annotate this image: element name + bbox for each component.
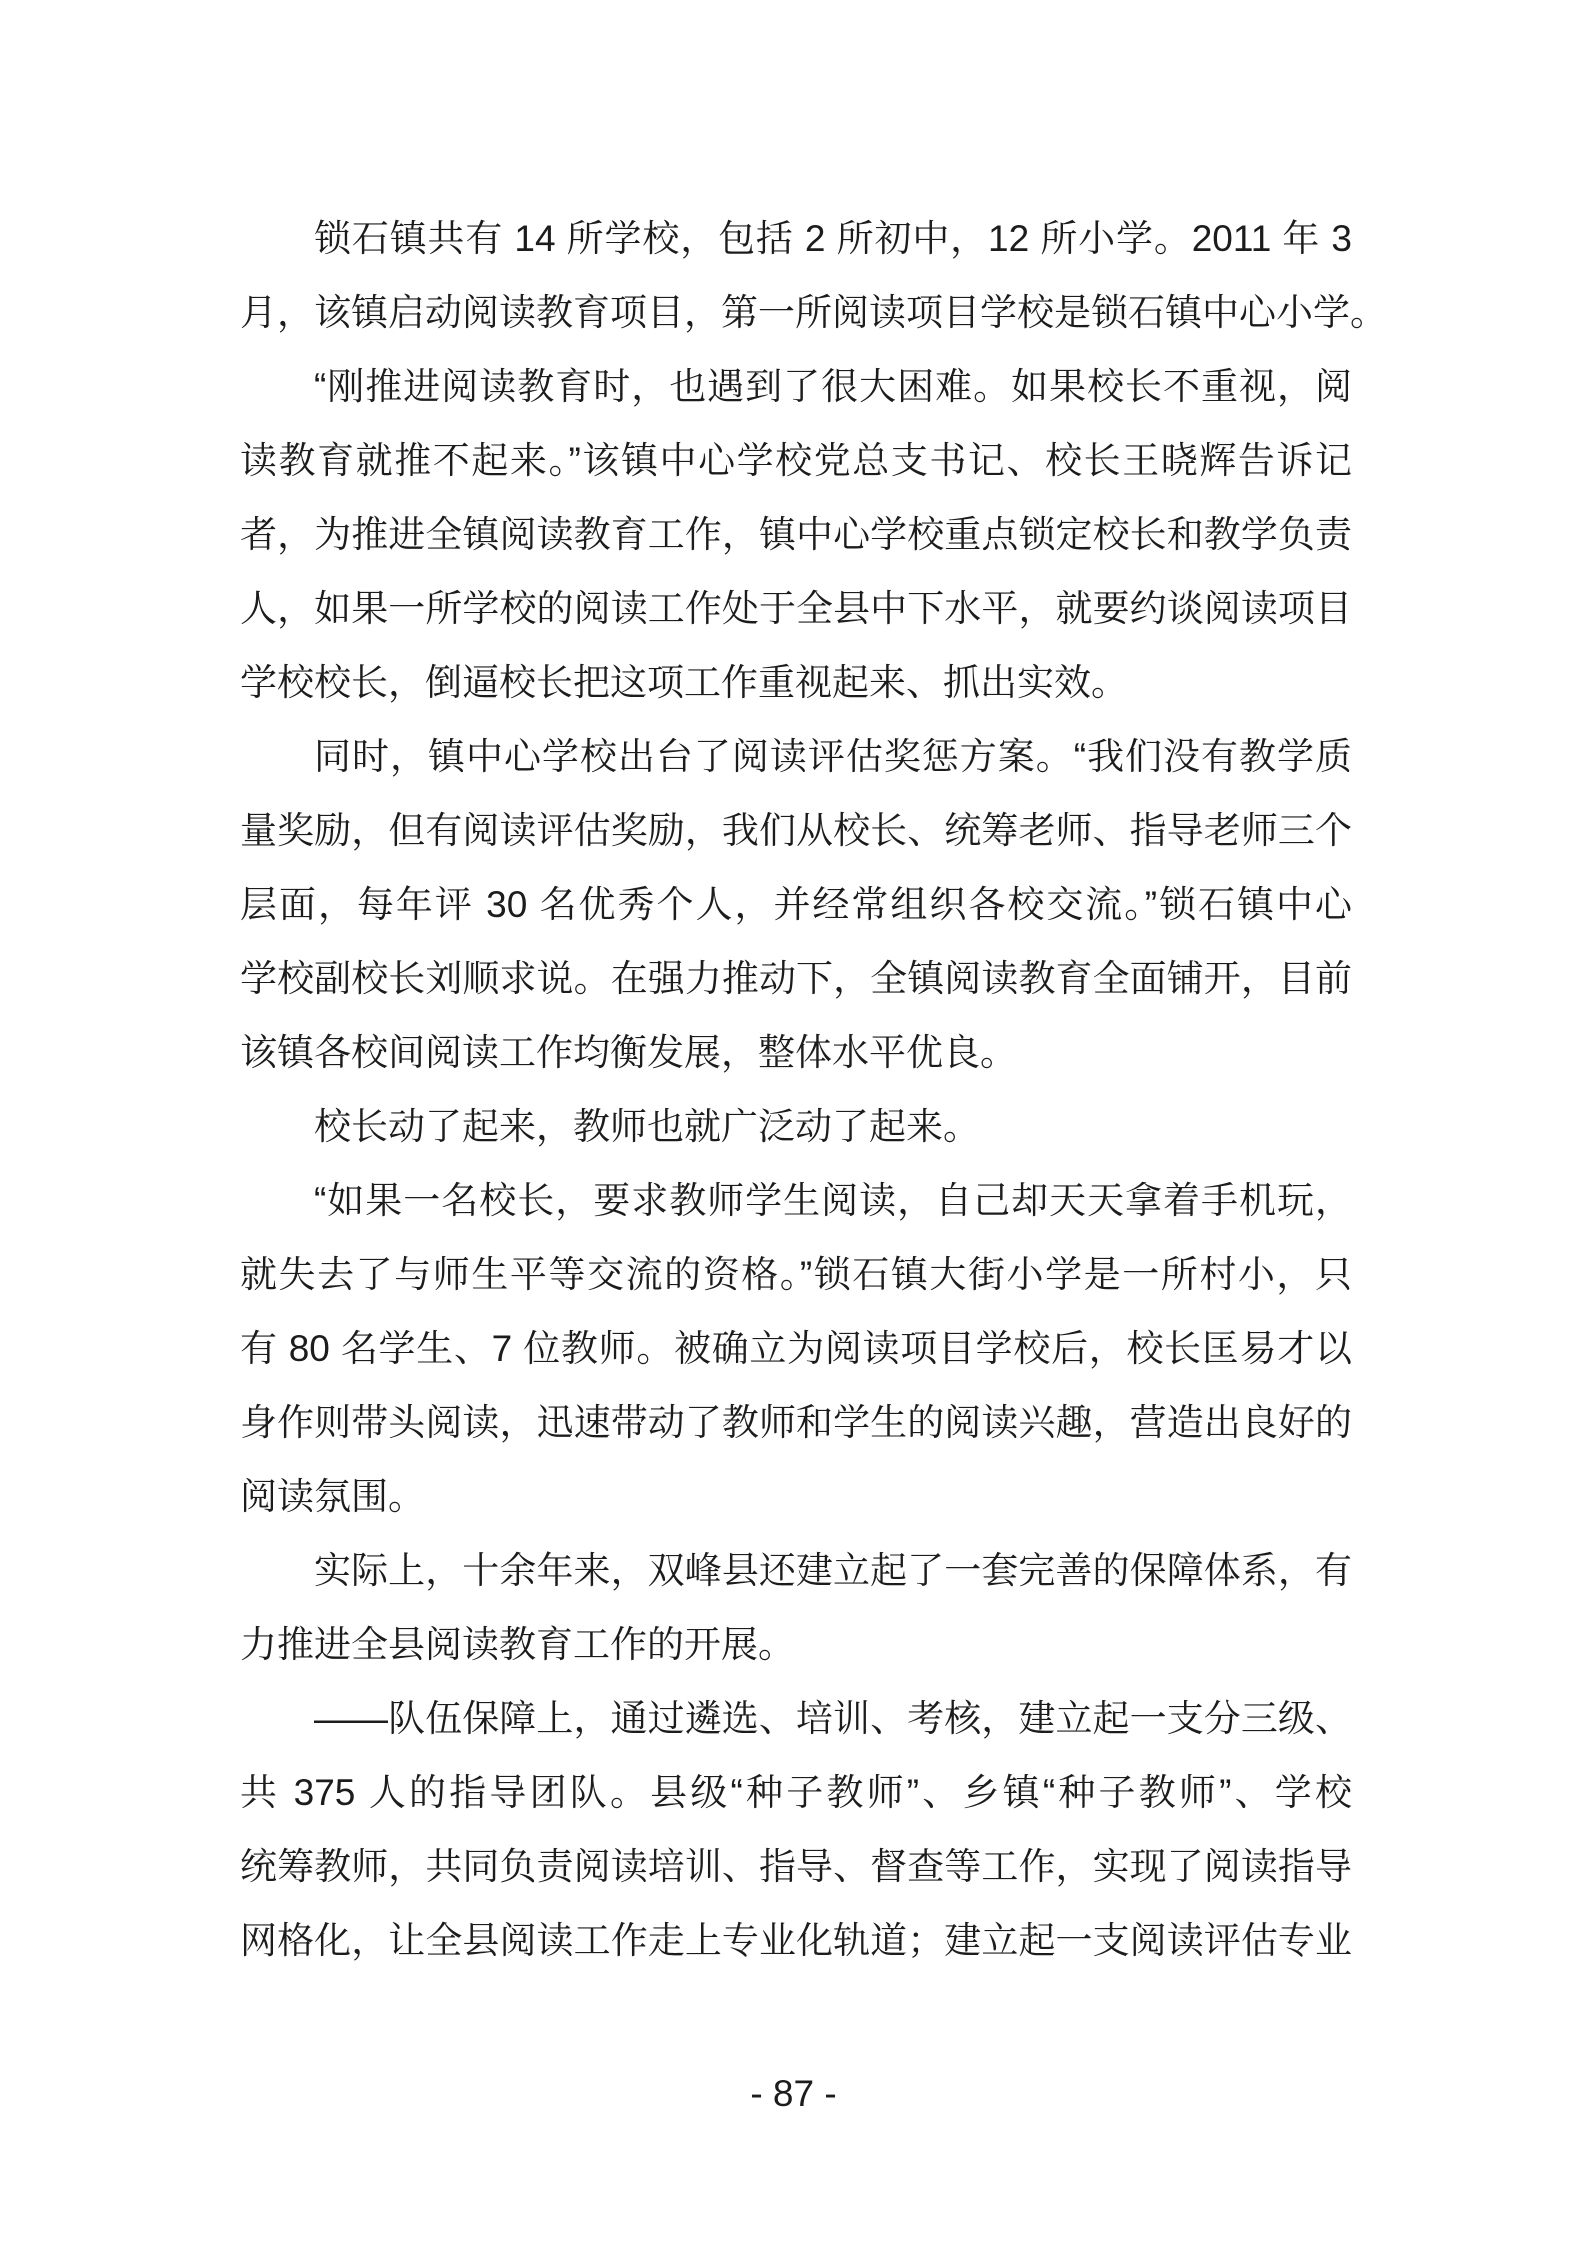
text-line: 学校校长，倒逼校长把这项工作重视起来、抓出实效。 bbox=[240, 662, 1128, 703]
document-body bbox=[240, 202, 1387, 1978]
text-line: 读教育就推不起来。”该镇中心学校党总支书记、校长王晓辉告诉记 bbox=[240, 440, 1352, 481]
page-number: - 87 - bbox=[750, 2073, 837, 2114]
paragraph bbox=[240, 1534, 1352, 1682]
paragraph bbox=[240, 1164, 1352, 1534]
text-line: 实际上，十余年来，双峰县还建立起了一套完善的保障体系，有 bbox=[314, 1550, 1352, 1591]
text-line: 锁石镇共有 14 所学校，包括 2 所初中，12 所小学。2011 年 3 bbox=[314, 218, 1352, 259]
paragraph bbox=[240, 1682, 1352, 1978]
text-line: 阅读氛围。 bbox=[240, 1476, 425, 1517]
text-line: 学校副校长刘顺求说。在强力推动下，全镇阅读教育全面铺开，目前 bbox=[240, 958, 1352, 999]
text-line: ——队伍保障上，通过遴选、培训、考核，建立起一支分三级、 bbox=[314, 1698, 1352, 1739]
text-line: 力推进全县阅读教育工作的开展。 bbox=[240, 1624, 795, 1665]
text-line: 月，该镇启动阅读教育项目，第一所阅读项目学校是锁石镇中心小学。 bbox=[240, 292, 1387, 333]
text-line: 统筹教师，共同负责阅读培训、指导、督查等工作，实现了阅读指导 bbox=[240, 1846, 1352, 1887]
text-line: 就失去了与师生平等交流的资格。”锁石镇大街小学是一所村小，只 bbox=[240, 1254, 1352, 1295]
text-line: “刚推进阅读教育时，也遇到了很大困难。如果校长不重视，阅 bbox=[314, 366, 1352, 407]
text-line: 共 375 人的指导团队。县级“种子教师”、乡镇“种子教师”、学校 bbox=[240, 1772, 1352, 1813]
text-line: 同时，镇中心学校出台了阅读评估奖惩方案。“我们没有教学质 bbox=[314, 736, 1352, 777]
paragraph bbox=[240, 202, 1387, 350]
text-line: 者，为推进全镇阅读教育工作，镇中心学校重点锁定校长和教学负责 bbox=[240, 514, 1352, 555]
text-line: 层面，每年评 30 名优秀个人，并经常组织各校交流。”锁石镇中心 bbox=[240, 884, 1352, 925]
paragraph bbox=[240, 1090, 1352, 1164]
text-line: 量奖励，但有阅读评估奖励，我们从校长、统筹老师、指导老师三个 bbox=[240, 810, 1352, 851]
text-line: 有 80 名学生、7 位教师。被确立为阅读项目学校后，校长匡易才以 bbox=[240, 1328, 1352, 1369]
text-line: 校长动了起来，教师也就广泛动了起来。 bbox=[314, 1106, 980, 1147]
paragraph bbox=[240, 350, 1352, 720]
text-line: 人，如果一所学校的阅读工作处于全县中下水平，就要约谈阅读项目 bbox=[240, 588, 1352, 629]
text-line: 网格化，让全县阅读工作走上专业化轨道；建立起一支阅读评估专业 bbox=[240, 1920, 1352, 1961]
paragraph bbox=[240, 720, 1352, 1090]
text-line: 该镇各校间阅读工作均衡发展，整体水平优良。 bbox=[240, 1032, 1017, 1073]
text-line: “如果一名校长，要求教师学生阅读，自己却天天拿着手机玩， bbox=[314, 1180, 1352, 1221]
text-line: 身作则带头阅读，迅速带动了教师和学生的阅读兴趣，营造出良好的 bbox=[240, 1402, 1352, 1443]
